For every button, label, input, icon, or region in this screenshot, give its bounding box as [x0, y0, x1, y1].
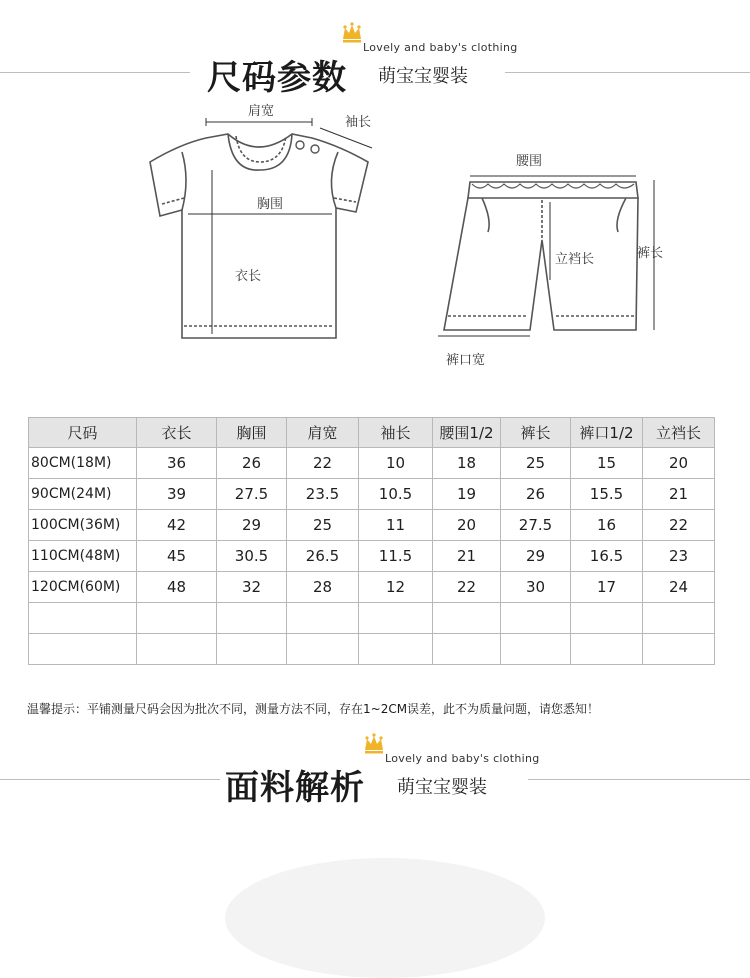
section-subtitle-en: Lovely and baby's clothing [363, 41, 518, 54]
header-length: 衣长 [137, 418, 217, 448]
table-row [29, 479, 715, 510]
table-cell: 26.5 [287, 541, 359, 572]
header-line-right [505, 72, 750, 73]
label-hem: 裤口宽 [446, 353, 486, 368]
header-size: 尺码 [29, 418, 137, 448]
tshirt-diagram [140, 100, 390, 350]
section-subtitle-en: Lovely and baby's clothing [385, 752, 540, 765]
table-cell: 21 [643, 479, 715, 510]
table-cell: 17 [571, 572, 643, 603]
header-pants-length: 裤长 [501, 418, 571, 448]
table-cell: 120CM(60M) [29, 572, 137, 603]
table-cell: 48 [137, 572, 217, 603]
section-subtitle-cn: 萌宝宝婴装 [397, 777, 487, 798]
table-cell: 100CM(36M) [29, 510, 137, 541]
crown-icon [341, 22, 363, 44]
table-cell: 32 [217, 572, 287, 603]
section-title-fabric: 面料解析 [225, 768, 365, 808]
table-cell: 22 [643, 510, 715, 541]
table-cell: 26 [217, 448, 287, 479]
table-cell: 42 [137, 510, 217, 541]
table-cell: 29 [217, 510, 287, 541]
table-cell: 26 [501, 479, 571, 510]
table-cell: 25 [501, 448, 571, 479]
table-cell: 20 [433, 510, 501, 541]
label-length: 衣长 [235, 269, 262, 284]
table-cell: 25 [287, 510, 359, 541]
size-table [28, 417, 715, 665]
header-rise: 立裆长 [643, 418, 715, 448]
table-row [29, 572, 715, 603]
section-subtitle-cn: 萌宝宝婴装 [378, 66, 468, 87]
crown-icon [363, 733, 385, 755]
table-cell: 16 [571, 510, 643, 541]
table-cell: 24 [643, 572, 715, 603]
table-cell: 39 [137, 479, 217, 510]
table-row [29, 448, 715, 479]
label-chest: 胸围 [257, 197, 284, 212]
table-cell: 27.5 [217, 479, 287, 510]
label-pants-length: 裤长 [637, 246, 664, 261]
table-cell: 11 [359, 510, 433, 541]
table-cell: 11.5 [359, 541, 433, 572]
section-title-size: 尺码参数 [207, 58, 347, 98]
table-cell: 27.5 [501, 510, 571, 541]
table-cell: 19 [433, 479, 501, 510]
table-cell: 23 [643, 541, 715, 572]
header-sleeve: 袖长 [359, 418, 433, 448]
table-cell: 29 [501, 541, 571, 572]
header-waist: 腰围1/2 [433, 418, 501, 448]
decorative-arc [225, 858, 545, 978]
table-cell: 30 [501, 572, 571, 603]
table-cell: 110CM(48M) [29, 541, 137, 572]
table-cell: 36 [137, 448, 217, 479]
table-cell: 22 [287, 448, 359, 479]
table-row [29, 541, 715, 572]
table-cell: 15 [571, 448, 643, 479]
header-line-right [528, 779, 750, 780]
table-row-empty [29, 634, 715, 665]
table-cell: 15.5 [571, 479, 643, 510]
header-shoulder: 肩宽 [287, 418, 359, 448]
label-waist: 腰围 [516, 154, 543, 169]
table-cell: 16.5 [571, 541, 643, 572]
table-row [29, 510, 715, 541]
table-cell: 10 [359, 448, 433, 479]
table-cell: 30.5 [217, 541, 287, 572]
table-cell: 18 [433, 448, 501, 479]
label-shoulder: 肩宽 [248, 104, 275, 119]
table-cell: 12 [359, 572, 433, 603]
table-cell: 28 [287, 572, 359, 603]
label-rise: 立裆长 [555, 252, 595, 267]
label-sleeve: 袖长 [345, 115, 372, 130]
header-line-left [0, 72, 190, 73]
header-line-left [0, 779, 220, 780]
table-cell: 45 [137, 541, 217, 572]
header-chest: 胸围 [217, 418, 287, 448]
table-cell: 10.5 [359, 479, 433, 510]
table-cell: 20 [643, 448, 715, 479]
header-hem: 裤口1/2 [571, 418, 643, 448]
table-header-row [29, 418, 715, 448]
table-row-empty [29, 603, 715, 634]
table-cell: 21 [433, 541, 501, 572]
table-cell: 90CM(24M) [29, 479, 137, 510]
size-note: 温馨提示：平铺测量尺码会因为批次不同，测量方法不同，存在1~2CM误差，此不为质量问题，请您悉知！ [27, 702, 600, 716]
table-cell: 22 [433, 572, 501, 603]
table-cell: 23.5 [287, 479, 359, 510]
table-cell: 80CM(18M) [29, 448, 137, 479]
